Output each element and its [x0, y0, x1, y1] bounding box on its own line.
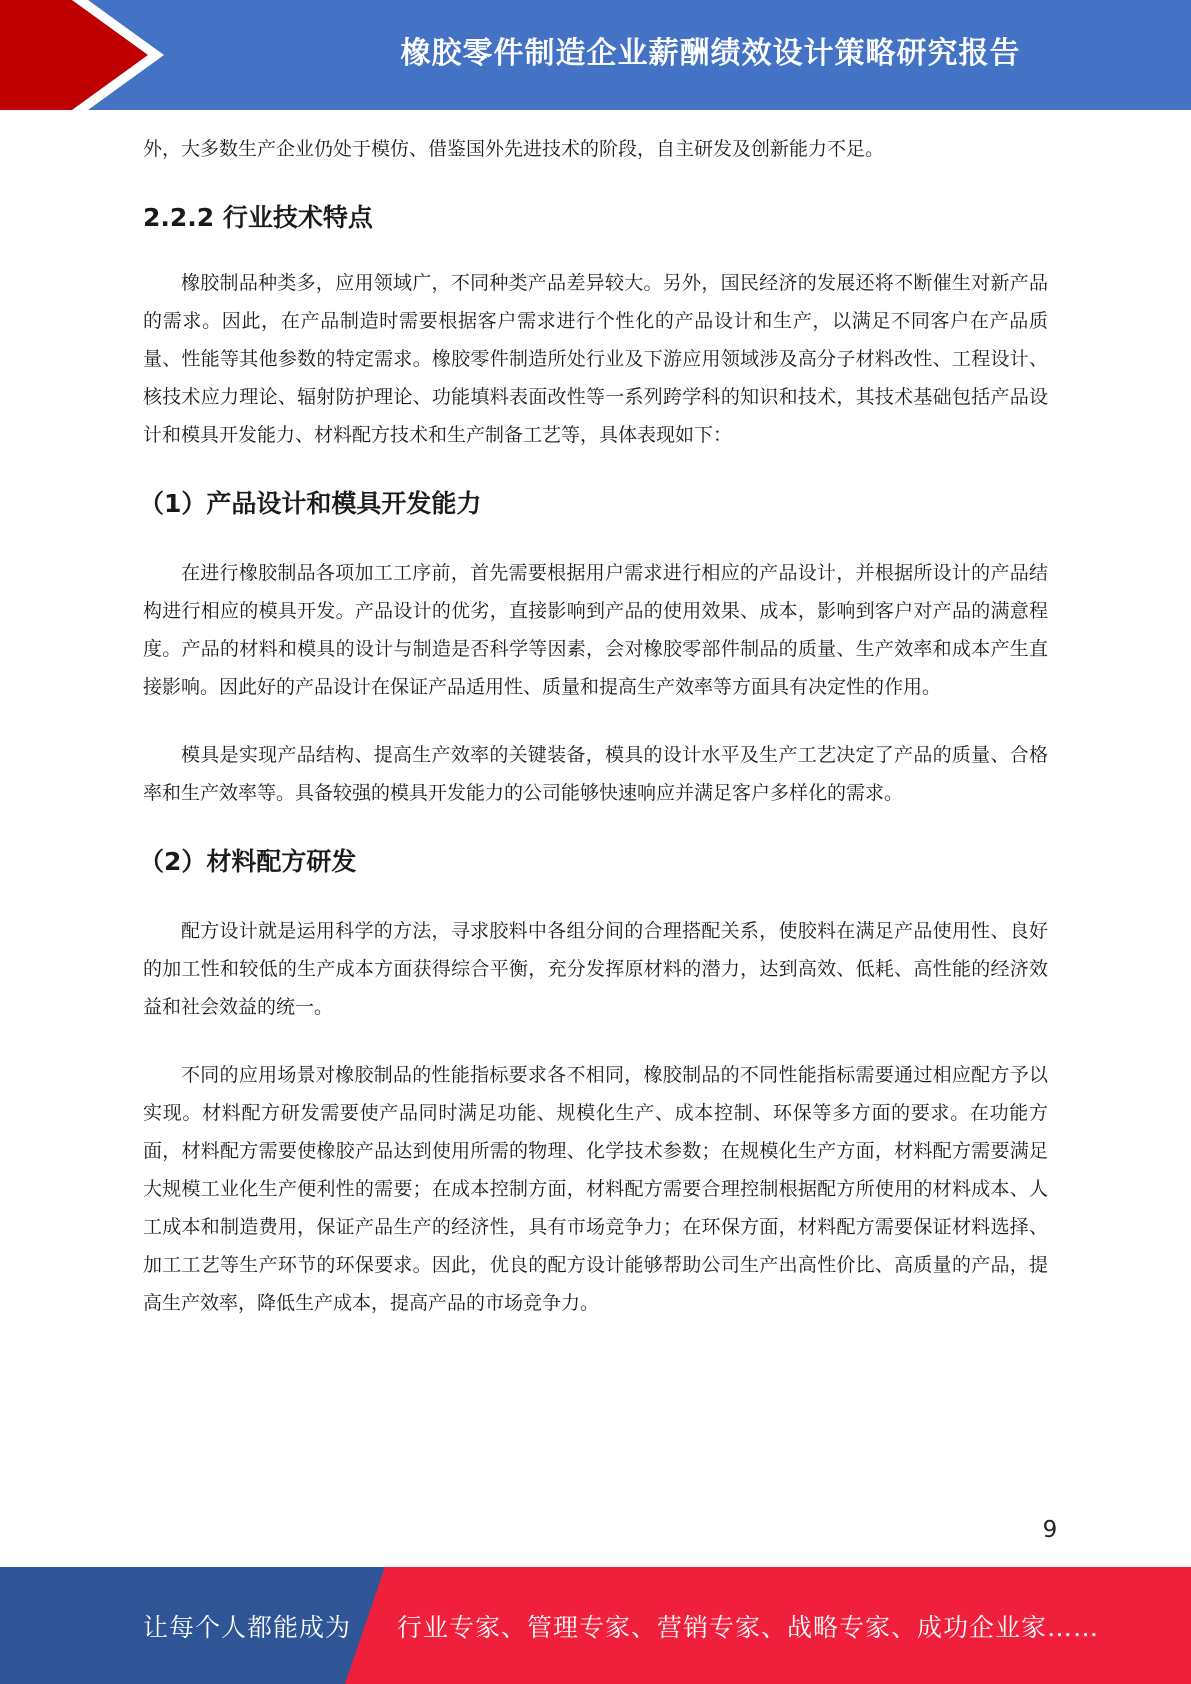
subsection-heading-2: （2）材料配方研发: [139, 847, 357, 876]
footer-slogan-right: 行业专家、管理专家、营销专家、战略专家、成功企业家……: [397, 1612, 1100, 1642]
document-body: [139, 130, 1048, 1322]
subsection-2-paragraph-2: 不同的应用场景对橡胶制品的性能指标要求各不相同，橡胶制品的不同性能指标需要通过相应配方予以实现。材料配方研发需要使产品同时满足功能、规模化生产、成本控制、环保等多方面的要求。在功能方面，材料配方需要使橡胶产品达到使用所需的物理、化学技术参数；在规模化生产方面，材料配方需要满足大规模工业化生产便利性的需要；在成本控制方面，材料配方需要合理控制根据配方所使用的材料成本、人工成本和制造费用，保证产品生产的经济性，具有市场竞争力；在环保方面，材料配方需要保证材料选择、加工工艺等生产环节的环保要求。因此，优良的配方设计能够帮助公司生产出高性价比、高质量的产品，提高生产效率，降低生产成本，提高产品的市场竞争力。: [143, 1064, 1048, 1314]
subsection-2-paragraph-1: 配方设计就是运用科学的方法，寻求胶料中各组分间的合理搭配关系，使胶料在满足产品使用性、良好的加工性和较低的生产成本方面获得综合平衡，充分发挥原材料的潜力，达到高效、低耗、高性能的经济效益和社会效益的统一。: [143, 920, 1048, 1018]
section-heading: 2.2.2 行业技术特点: [143, 203, 373, 232]
page-header: [0, 0, 1191, 110]
subsection-heading-1: （1）产品设计和模具开发能力: [139, 489, 482, 518]
header-arrow-decoration: [0, 0, 240, 110]
section-intro-paragraph: 橡胶制品种类多，应用领域广，不同种类产品差异较大。另外，国民经济的发展还将不断催生对新产品的需求。因此，在产品制造时需要根据客户需求进行个性化的产品设计和生产，以满足不同客户在产品质量、性能等其他参数的特定需求。橡胶零件制造所处行业及下游应用领域涉及高分子材料改性、工程设计、核技术应力理论、辐射防护理论、功能填料表面改性等一系列跨学科的知识和技术，其技术基础包括产品设计和模具开发能力、材料配方技术和生产制备工艺等，具体表现如下：: [143, 272, 1048, 446]
carry-over-paragraph: 外，大多数生产企业仍处于模仿、借鉴国外先进技术的阶段，自主研发及创新能力不足。: [143, 138, 885, 160]
report-title: 橡胶零件制造企业薪酬绩效设计策略研究报告: [400, 36, 1021, 71]
page-number: 9: [1042, 1517, 1058, 1543]
subsection-1-paragraph-2: 模具是实现产品结构、提高生产效率的关键装备，模具的设计水平及生产工艺决定了产品的质量、合格率和生产效率等。具备较强的模具开发能力的公司能够快速响应并满足客户多样化的需求。: [143, 744, 1048, 804]
footer-slogan-left: 让每个人都能成为: [143, 1612, 352, 1642]
subsection-1-paragraph-1: 在进行橡胶制品各项加工工序前，首先需要根据用户需求进行相应的产品设计，并根据所设计的产品结构进行相应的模具开发。产品设计的优劣，直接影响到产品的使用效果、成本，影响到客户对产品的满意程度。产品的材料和模具的设计与制造是否科学等因素，会对橡胶零部件制品的质量、生产效率和成本产生直接影响。因此好的产品设计在保证产品适用性、质量和提高生产效率等方面具有决定性的作用。: [143, 562, 1048, 698]
page-footer: [0, 1567, 1191, 1684]
